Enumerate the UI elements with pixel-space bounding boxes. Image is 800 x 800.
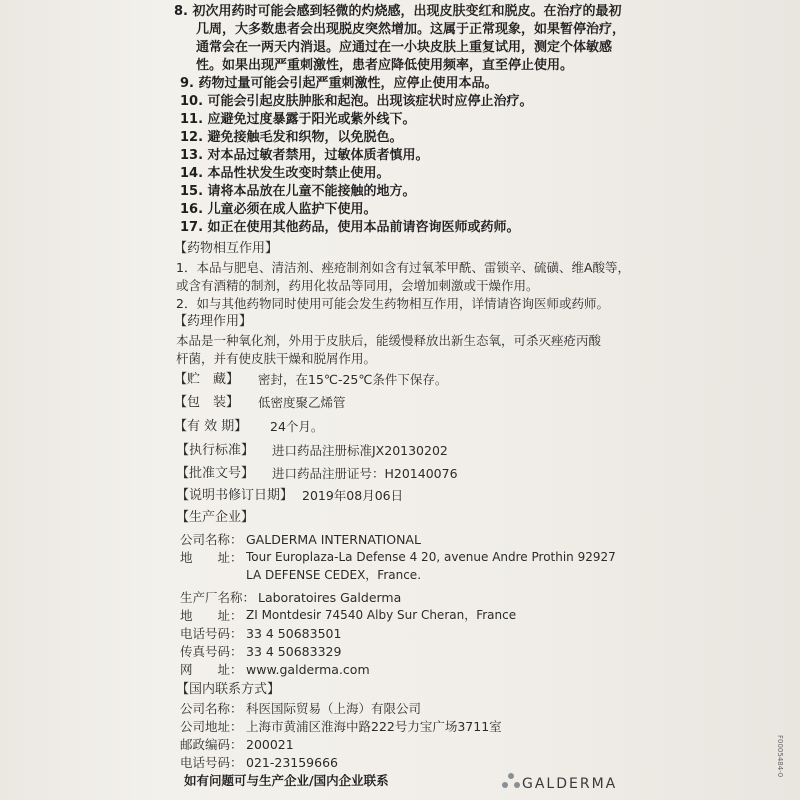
pharmacology-line-1: 本品是一种氧化剂，外用于皮肤后，能缓慢释放出新生态氧，可杀灭痤疮丙酸 bbox=[176, 333, 602, 348]
domestic-zip-value: 200021 bbox=[246, 737, 294, 752]
precaution-11: 11. 应避免过度暴露于阳光或紫外线下。 bbox=[180, 112, 416, 127]
precaution-8-line-2: 几周，大多数患者会出现脱皮突然增加。这属于正常现象，如果暂停治疗， bbox=[196, 22, 626, 37]
address-label: 地 址： bbox=[180, 550, 243, 565]
phone-value: 33 4 50683501 bbox=[246, 626, 342, 641]
precaution-17: 17. 如正在使用其他药品，使用本品前请咨询医师或药师。 bbox=[180, 220, 520, 235]
precaution-8-line-4: 性。如果出现严重刺激性，患者应降低使用频率，直至停止使用。 bbox=[196, 58, 574, 73]
interactions-line-2: 或含有酒精的制剂，药用化妆品等同用，会增加刺激或干燥作用。 bbox=[176, 278, 539, 293]
precaution-16: 16. 儿童必须在成人监护下使用。 bbox=[180, 202, 377, 217]
interactions-line-3: 2．如与其他药物同时使用可能会发生药物相互作用，详情请咨询医师或药师。 bbox=[176, 296, 609, 311]
factory-value: Laboratoires Galderma bbox=[258, 590, 402, 605]
domestic-heading: 【国内联系方式】 bbox=[176, 682, 281, 697]
domestic-address-value: 上海市黄浦区淮海中路222号力宝广场3711室 bbox=[246, 719, 502, 734]
approval-label: 【批准文号】 bbox=[176, 466, 255, 481]
domestic-company-label: 公司名称： bbox=[180, 701, 243, 716]
factory-label: 生产厂名称： bbox=[180, 590, 256, 605]
domestic-phone-label: 电话号码： bbox=[180, 755, 243, 770]
address-line-2: LA DEFENSE CEDEX，France. bbox=[246, 568, 422, 582]
interactions-heading: 【药物相互作用】 bbox=[174, 241, 279, 256]
expiry-label: 【有 效 期】 bbox=[174, 419, 248, 434]
interactions-line-1: 1．本品与肥皂、清洁剂、痤疮制剂如含有过氧苯甲酰、雷锁辛、硫磺、维A酸等， bbox=[176, 260, 631, 275]
website-link[interactable]: www.galderma.com bbox=[246, 662, 370, 677]
approval-value: 进口药品注册证号：H20140076 bbox=[272, 466, 458, 481]
manufacturer-heading: 【生产企业】 bbox=[176, 510, 255, 525]
package-label: 【包 装】 bbox=[174, 395, 240, 410]
phone-label: 电话号码： bbox=[180, 626, 243, 641]
pharmacology-heading: 【药理作用】 bbox=[174, 314, 253, 329]
package-value: 低密度聚乙烯管 bbox=[258, 395, 346, 410]
precaution-13: 13. 对本品过敏者禁用，过敏体质者慎用。 bbox=[180, 148, 429, 163]
revision-date-label: 【说明书修订日期】 bbox=[176, 488, 294, 503]
domestic-address-label: 公司地址： bbox=[180, 719, 243, 734]
precaution-8-line-3: 通常会在一两天内消退。应通过在一小块皮肤上重复试用，测定个体敏感 bbox=[196, 40, 613, 55]
precaution-14: 14. 本品性状发生改变时禁止使用。 bbox=[180, 166, 390, 181]
precaution-8-line-1: 8. 初次用药时可能会感到轻微的灼烧感，出现皮肤变红和脱皮。在治疗的最初 bbox=[174, 4, 622, 19]
precaution-15: 15. 请将本品放在儿童不能接触的地方。 bbox=[180, 184, 416, 199]
web-label: 网 址： bbox=[180, 662, 243, 677]
factory-address-value: ZI Montdesir 74540 Alby Sur Cheran，France bbox=[246, 608, 517, 622]
company-value: GALDERMA INTERNATIONAL bbox=[246, 532, 421, 547]
company-label: 公司名称： bbox=[180, 532, 243, 547]
precaution-10: 10. 可能会引起皮肤肿胀和起泡。出现该症状时应停止治疗。 bbox=[180, 94, 533, 109]
precaution-12: 12. 避免接触毛发和织物，以免脱色。 bbox=[180, 130, 403, 145]
fax-label: 传真号码： bbox=[180, 644, 243, 659]
standard-label: 【执行标准】 bbox=[176, 443, 255, 458]
storage-label: 【贮 藏】 bbox=[174, 372, 240, 387]
precaution-9: 9. 药物过量可能会引起严重刺激性，应停止使用本品。 bbox=[180, 76, 498, 91]
fax-value: 33 4 50683329 bbox=[246, 644, 342, 659]
closing-note: 如有问题可与生产企业/国内企业联系 bbox=[184, 773, 389, 788]
domestic-phone-value: 021-23159666 bbox=[246, 755, 338, 770]
domestic-company-value: 科医国际贸易（上海）有限公司 bbox=[246, 701, 422, 716]
address-line-1: Tour Europlaza-La Defense 4 20, avenue Andre Prothin 92927 bbox=[246, 550, 616, 564]
standard-value: 进口药品注册标准JX20130202 bbox=[272, 443, 448, 458]
storage-value: 密封，在15℃-25℃条件下保存。 bbox=[258, 372, 448, 387]
galderma-brand-text: GALDERMA bbox=[522, 776, 618, 792]
leaflet-code: F0005484-0 bbox=[776, 735, 784, 778]
expiry-value: 24个月。 bbox=[270, 419, 324, 434]
factory-address-label: 地 址： bbox=[180, 608, 243, 623]
revision-date-value: 2019年08月06日 bbox=[302, 488, 404, 503]
domestic-zip-label: 邮政编码： bbox=[180, 737, 243, 752]
pharmacology-line-2: 杆菌，并有使皮肤干燥和脱屑作用。 bbox=[176, 351, 377, 366]
